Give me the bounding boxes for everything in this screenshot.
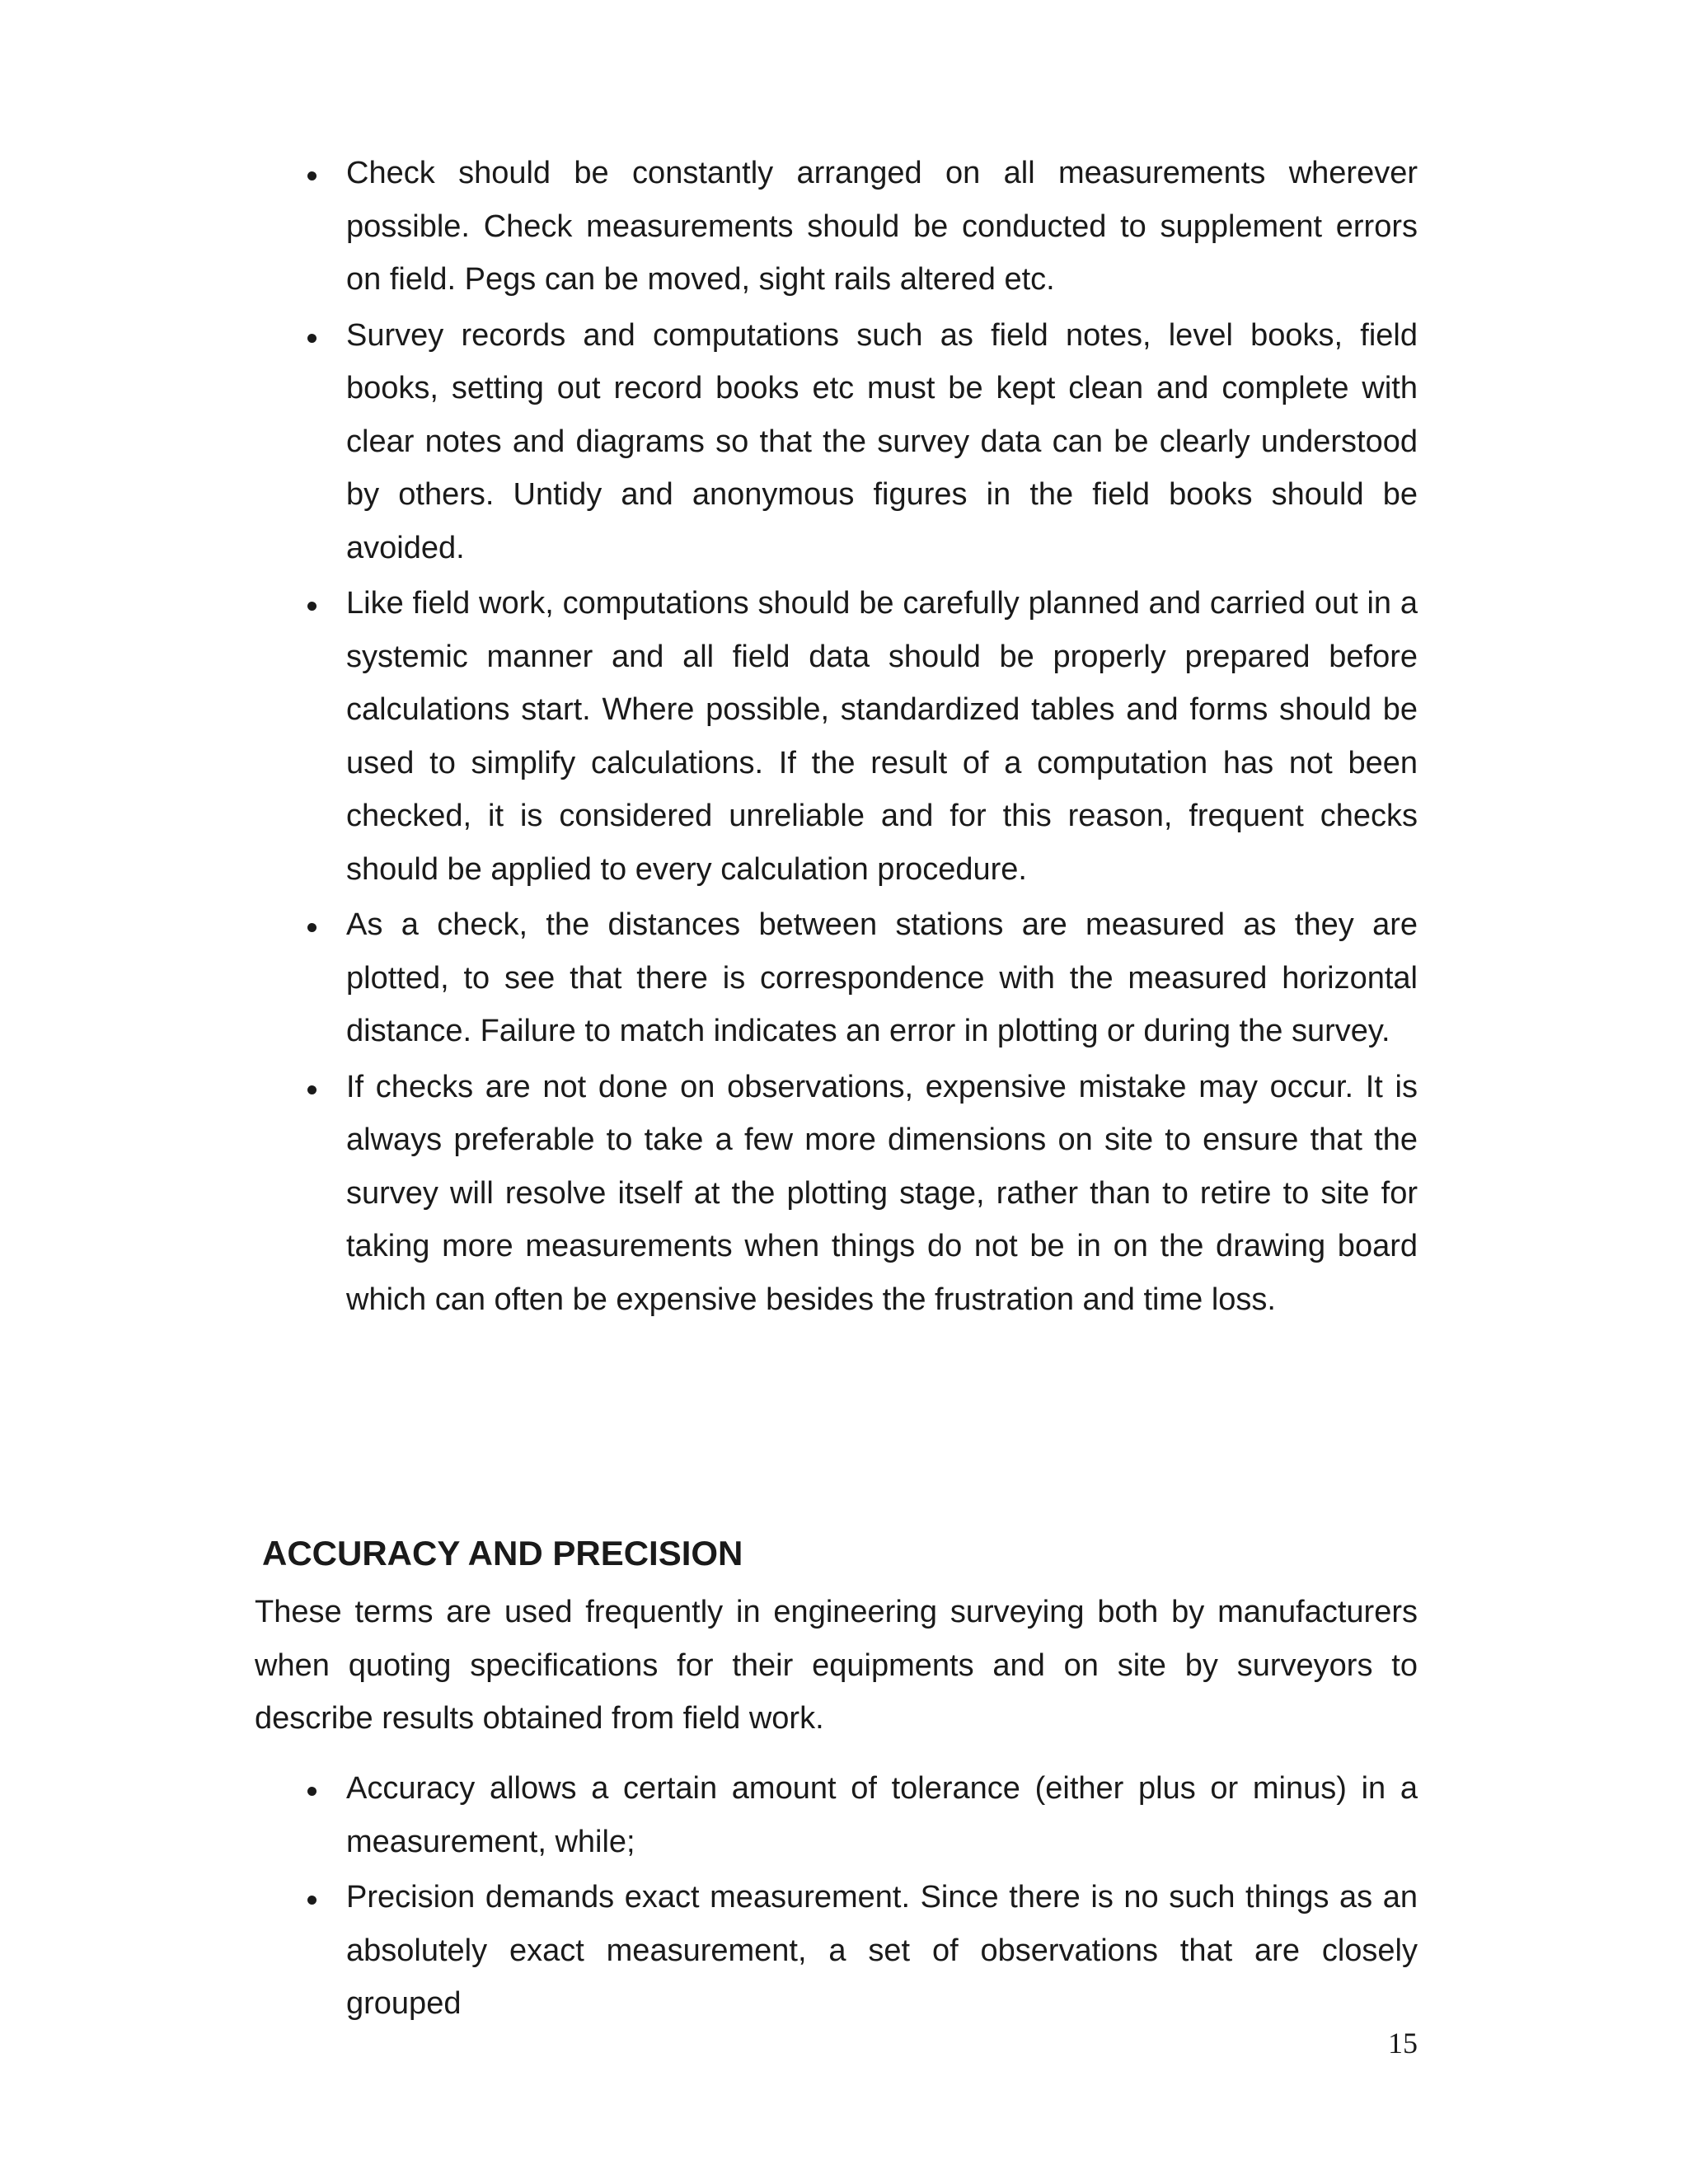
list-item-text: Precision demands exact measurement. Since there is no such things as an absolutely exact measurement, a set of observations that are closely grouped <box>346 1880 1418 2021</box>
list-item-text: If checks are not done on observations, expensive mistake may occur. It is always preferable to take a few more dimensions on site to ensure that the survey will resolve itself at the plotting stage, rather than to retire to site for taking more measurements when things do not be in on the drawing board which can often be expensive besides the frustration and time loss. <box>346 1069 1418 1317</box>
list-item <box>0 309 1418 575</box>
section-intro-paragraph: These terms are used frequently in engineering surveying both by manufacturers when quoting specifications for their equipments and on site by surveyors to describe results obtained from field work. <box>255 1595 1418 1736</box>
list-item-text: As a check, the distances between stations are measured as they are plotted, to see that there is correspondence with the measured horizontal distance. Failure to match indicates an error in plotting or during the survey. <box>346 907 1418 1048</box>
bullet-icon <box>307 171 316 180</box>
section-heading: ACCURACY AND PRECISION <box>262 1534 743 1572</box>
list-item-text: Like field work, computations should be carefully planned and carried out in a systemic manner and all field data should be properly prepared before calculations start. Where possible, standardized tables and forms should be used to simplify calculations. If the result of a computation has not been checked, it is considered unreliable and for this reason, frequent checks should be applied to every calculation procedure. <box>346 586 1418 887</box>
list-item <box>0 577 1418 896</box>
list-item <box>0 1762 1418 1868</box>
list-item <box>0 147 1418 307</box>
survey-checks-list <box>0 147 1418 1329</box>
list-item <box>0 1061 1418 1327</box>
bullet-icon <box>307 334 316 343</box>
bullet-icon <box>307 1896 316 1905</box>
bullet-icon <box>307 1787 316 1796</box>
list-item <box>0 898 1418 1058</box>
list-item-text: Survey records and computations such as field notes, level books, field books, setting out record books etc must be kept clean and complete with clear notes and diagrams so that the survey data can be clearly understood by others. Untidy and anonymous figures in the field books should be avoided. <box>346 317 1418 565</box>
list-item-text: Accuracy allows a certain amount of tolerance (either plus or minus) in a measurement, while; <box>346 1771 1418 1859</box>
bullet-icon <box>307 602 316 611</box>
list-item <box>0 1871 1418 2031</box>
accuracy-precision-list <box>0 1762 1418 2033</box>
list-item-text: Check should be constantly arranged on all measurements wherever possible. Check measurements should be conducted to supplement errors on field. Pegs can be moved, sight rails altered etc. <box>346 156 1418 297</box>
page-number: 15 <box>1388 2027 1418 2060</box>
bullet-icon <box>307 1085 316 1094</box>
bullet-icon <box>307 923 316 932</box>
